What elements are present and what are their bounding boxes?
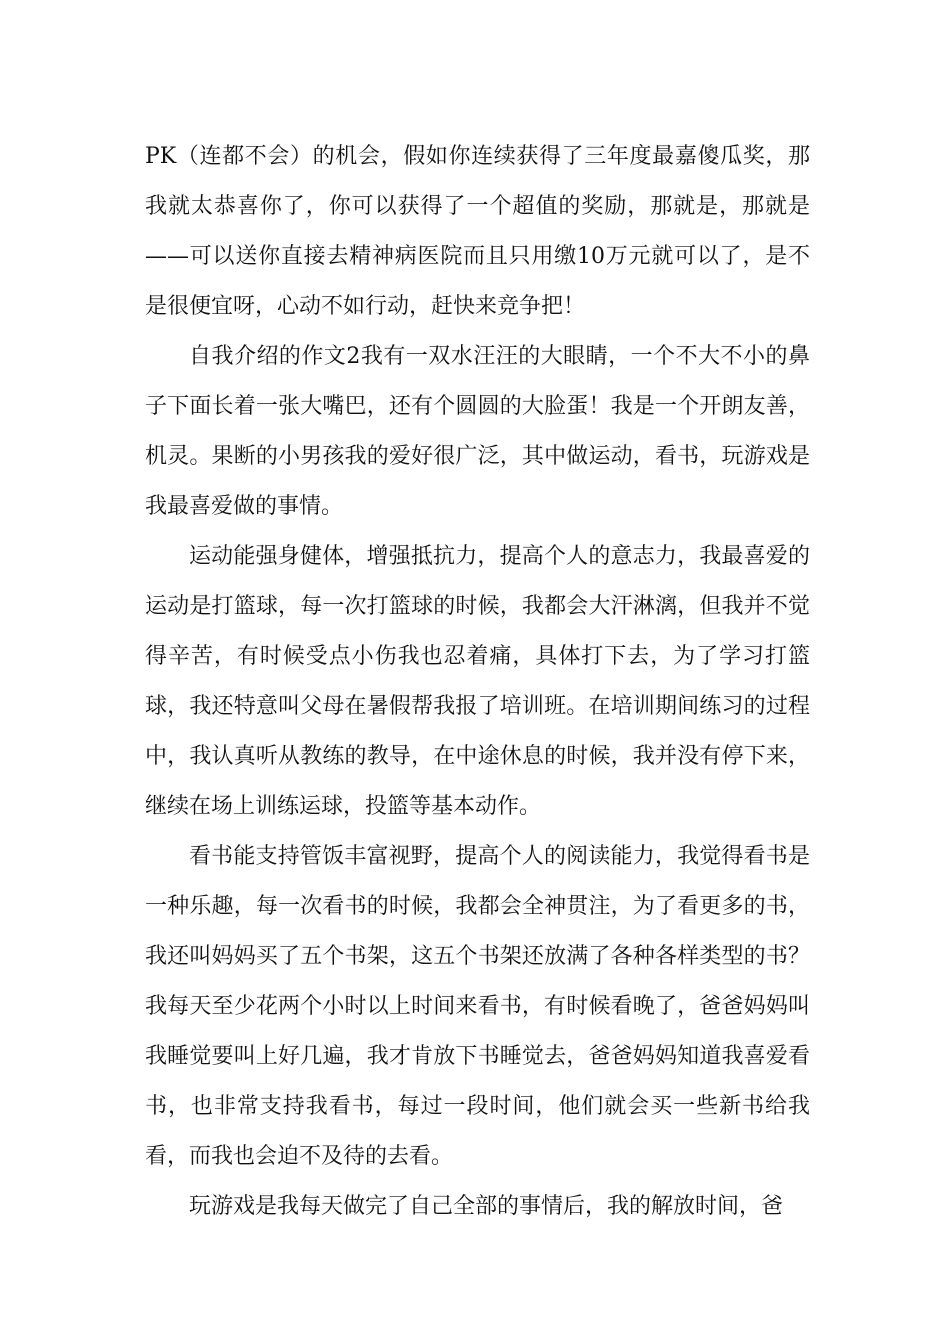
essay-paragraph-games: 玩游戏是我每天做完了自己全部的事情后，我的解放时间，爸 — [189, 1194, 784, 1219]
essay-paragraph-continued: PK（连都不会）的机会，假如你连续获得了三年度最嘉傻瓜奖，那我就太恭喜你了，你可以获得了一个超值的奖励，那就是，那就是——可以送你直接去精神病医院而且只用缴10万元就可以了，是不是很便宜呀，心动不如行动，赶快来竞争把！ — [145, 144, 810, 319]
essay-paragraph-intro: 自我介绍的作文2我有一双水汪汪的大眼睛，一个不大不小的鼻子下面长着一张大嘴巴，还有个圆圆的大脸蛋！我是一个开朗友善，机灵。果断的小男孩我的爱好很广泛，其中做运动，看书，玩游戏是我最喜爱做的事情。 — [145, 344, 810, 519]
essay-paragraph-reading: 看书能支持管饭丰富视野，提高个人的阅读能力，我觉得看书是一种乐趣，每一次看书的时候，我都会全神贯注，为了看更多的书，我还叫妈妈买了五个书架，这五个书架还放满了各种各样类型的书？我每天至少花两个小时以上时间来看书，有时候看晚了，爸爸妈妈叫我睡觉要叫上好几遍，我才肯放下书睡觉去，爸爸妈妈知道我喜爱看书，也非常支持我看书，每过一段时间，他们就会买一些新书给我看，而我也会迫不及待的去看。 — [145, 844, 810, 1169]
essay-body — [145, 132, 810, 1232]
essay-paragraph-sports: 运动能强身健体，增强抵抗力，提高个人的意志力，我最喜爱的运动是打篮球，每一次打篮球的时候，我都会大汗淋漓，但我并不觉得辛苦，有时候受点小伤我也忍着痛，具体打下去，为了学习打篮球，我还特意叫父母在暑假帮我报了培训班。在培训期间练习的过程中，我认真听从教练的教导，在中途休息的时候，我并没有停下来，继续在场上训练运球，投篮等基本动作。 — [145, 544, 810, 819]
